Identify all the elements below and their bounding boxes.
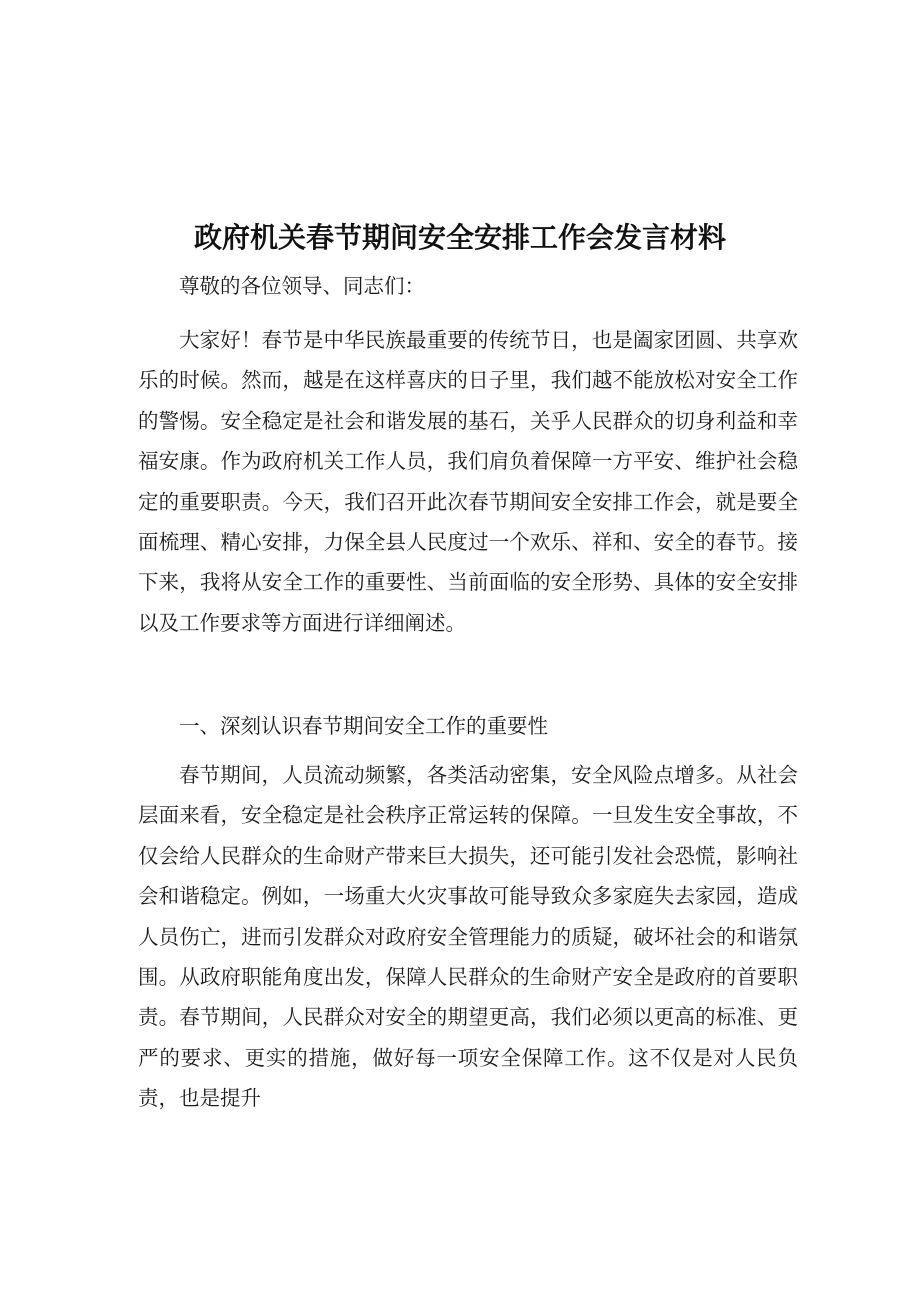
paragraph-intro: 大家好！春节是中华民族最重要的传统节日，也是阖家团圆、共享欢乐的时候。然而，越是在这样喜庆的日子里，我们越不能放松对安全工作的警惕。安全稳定是社会和谐发展的基石，关乎人民群众的切身利益和幸福安康。作为政府机关工作人员，我们肩负着保障一方平安、维护社会稳定的重要职责。今天，我们召开此次春节期间安全安排工作会，就是要全面梳理、精心安排，力保全县人民度过一个欢乐、祥和、安全的春节。接下来，我将从安全工作的重要性、当前面临的安全形势、具体的安全安排以及工作要求等方面进行详细阐述。	[138, 328, 798, 635]
document-title: 政府机关春节期间安全安排工作会发言材料	[193, 221, 726, 254]
section-heading-1: 一、深刻认识春节期间安全工作的重要性	[179, 714, 548, 738]
salutation: 尊敬的各位领导、同志们：	[179, 274, 425, 298]
paragraph-section-1: 春节期间，人员流动频繁，各类活动密集，安全风险点增多。从社会层面来看，安全稳定是社会秩序正常运转的保障。一旦发生安全事故，不仅会给人民群众的生命财产带来巨大损失，还可能引发社会恐慌，影响社会和谐稳定。例如，一场重大火灾事故可能导致众多家庭失去家园，造成人员伤亡，进而引发群众对政府安全管理能力的质疑，破坏社会的和谐氛围。从政府职能角度出发，保障人民群众的生命财产安全是政府的首要职责。春节期间，人民群众对安全的期望更高，我们必须以更高的标准、更严的要求、更实的措施，做好每一项安全保障工作。这不仅是对人民负责，也是提升	[138, 763, 798, 1111]
